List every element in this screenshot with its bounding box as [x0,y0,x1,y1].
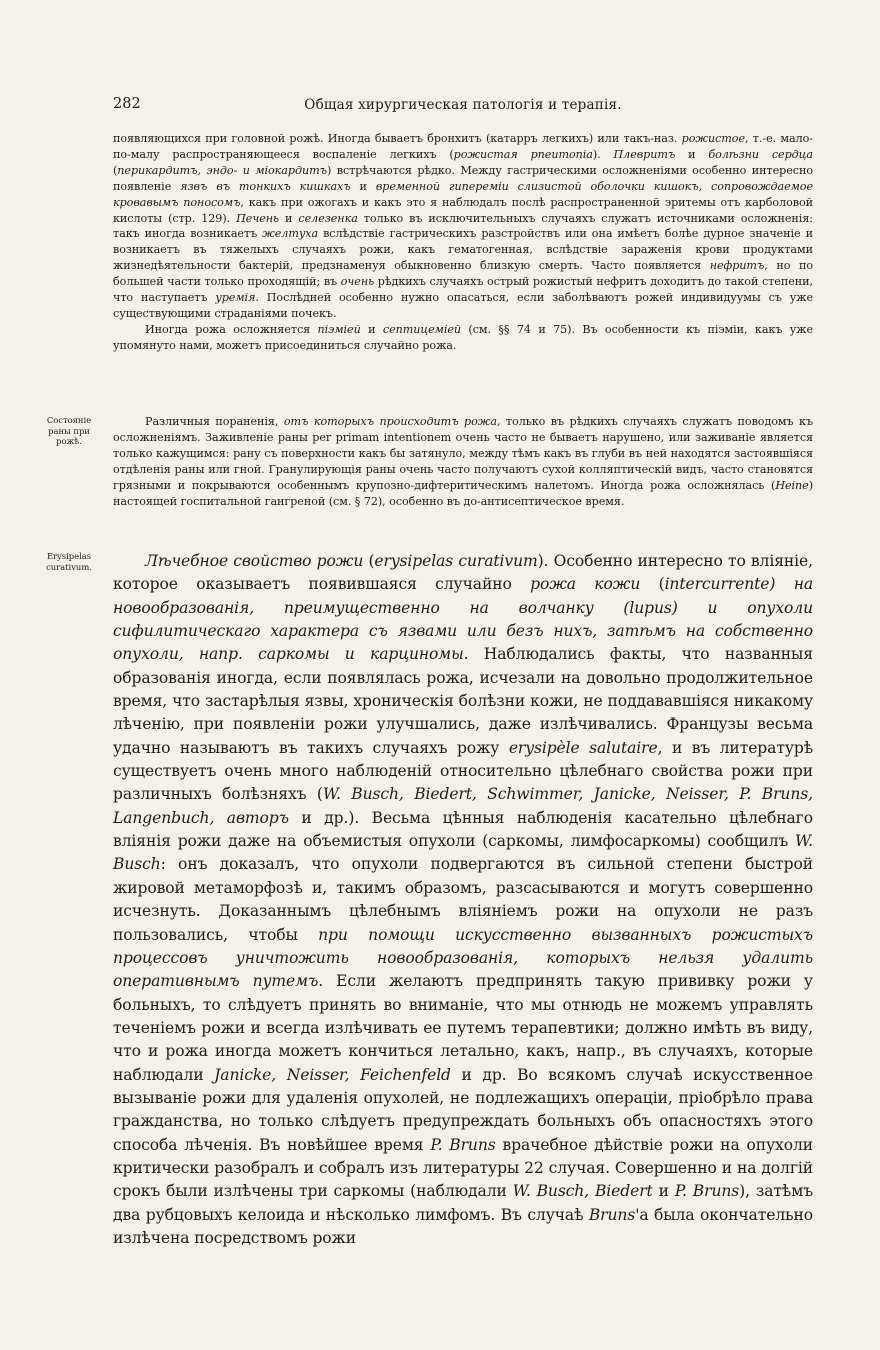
text-run: ) настоящей госпитальной гангреной (см. § 72), особенно въ до-антисептическое время. [113,478,813,508]
italic-run: перикардитъ, эндо- и міокардитъ [117,163,327,177]
main-text-block [113,550,813,1250]
text-run: (см. §§ 74 и 75). Въ особенности къ піэміи, какъ уже упомянуто нами, можетъ присоединиться случайно рожа. [113,322,814,352]
text-run: ) встрѣчаются рѣдко. Между гастрическими осложненіями особенно интересно появленіе [113,163,813,193]
text-run: . Если желаютъ предпринять такую прививку рожи у больныхъ, то слѣдуетъ принять во вниманіе, что мы отнюдь не можемъ управлять теченіемъ рожи и всегда излѣчивать ее путемъ терапевтики; должно имѣть въ виду, что и рожа иногда можетъ кончиться летально, какъ, напр., въ случаяхъ, которые наблюдали [113,972,813,1084]
text-run: только въ исключительныхъ случаяхъ служатъ источниками осложненія: такъ иногда возникаетъ [113,211,814,241]
italic-run: рожистая pneumonia [453,147,593,161]
italic-run: отъ которыхъ происходитъ рожа, [283,415,501,428]
italic-run: Janicke, Neisser, Feichenfeld [214,1065,451,1084]
text-run: и [279,211,299,225]
italic-run: болѣзни сердца [708,147,813,161]
italic-run: желтуха [262,227,319,241]
text-run: и [652,1182,675,1201]
italic-run: erysipèle salutaire [508,738,658,757]
italic-run: erysipelas curativum [374,552,538,570]
italic-run: P. Bruns [674,1182,740,1201]
text-run: . Наблюдались факты, что названныя образованія иногда, если появлялась рожа, исчезали на довольно продолжительное время, что застарѣлыя язвы, хроническія болѣзни кожи, не поддававшіяся никакому лѣченію, при появленіи рожи улучшались, даже излѣчивались. Французы весьма удачно называютъ въ такихъ случаяхъ рожу [113,645,813,757]
small-print-block-2 [113,414,813,509]
text-run: ( [363,552,375,570]
italic-run: піэміей [317,322,361,336]
text-run: вслѣдствіе гастрическихъ разстройствъ или она имѣетъ болѣе дурное значеніе и возникаетъ въ тяжелыхъ случаяхъ рожи, какъ гематогенная, вслѣдствіе зараженія крови продуктами жизнедѣятельности бактерій, предзнаменуя обыкновенно близкую смерть. Часто появляется [113,227,813,273]
text-run: только въ рѣдкихъ случаяхъ служатъ поводомъ къ осложненіямъ. Заживленіе раны per primam intentionem очень часто не бываетъ нарушено, или заживаніе является только кажущимся: рану съ поверхности какъ бы затянуло, между тѣмъ какъ въ глуби въ ней находятся застоявшіяся отдѣленія раны или гной. Гранулирующія раны очень часто получаютъ сухой колляптическій видъ, часто становятся грязными и покрываются особеннымъ крупозно-дифтеритическимъ налетомъ. Иногда рожа осложнялась ( [113,415,813,492]
italic-run: язвъ въ тонкихъ кишкахъ [180,179,351,193]
text-run: появляющихся при головной рожѣ. Иногда бываетъ бронхитъ (катарръ легкихъ) или такъ-наз. [113,132,682,145]
italic-run: Bruns [588,1205,636,1224]
italic-run: intercurrente) на новообразованія, преимущественно на волчанку (lupus) и опухоли сифилитическаго характера съ язвами или безъ нихъ, затѣмъ на собственно опухоли, напр. саркомы и карциномы [113,575,814,664]
text-run: Иногда рожа осложняется [145,322,318,336]
running-head: Общая хирургическая патологія и терапія. [304,97,622,113]
text-run: ( [113,163,118,177]
text-run: 'а была окончательно излѣчена посредствомъ рожи [113,1205,813,1247]
text-run: : онъ доказалъ, что опухоли подвергаются въ сильной степени быстрой жировой метаморфозѣ и, такимъ образомъ, разсасываются и могутъ совершенно исчезнуть. Доказаннымъ цѣлебнымъ вліяніемъ рожи на опухоли не разъ пользовались, чтобы [113,855,813,944]
margin-note-erysipelas-curativum: Erysipelas curativum. [46,551,92,572]
paragraph-complications [113,131,813,322]
text-run: врачебное дѣйствіе рожи на опухоли критически разобралъ и собралъ изъ литературы 22 случая. Совершенно и на долгій срокъ были излѣчены три саркомы (наблюдали [113,1135,813,1201]
text-run: и [675,147,709,161]
italic-run: Heine [775,478,809,492]
text-run: , и въ литературѣ существуетъ очень много наблюденій относительно цѣлебнаго свойства рожи при различныхъ болѣзняхъ ( [113,738,813,804]
text-run: ). Особенно интересно то вліяніе, которое оказываетъ появившаяся случайно [113,552,813,594]
text-run: и др.). Весьма цѣнныя наблюденія касательно цѣлебнаго вліянія рожи даже на объемистыя опухоли (саркомы, лимфосаркомы) сообщилъ [113,808,813,851]
text-run: и [360,322,383,336]
italic-run: рожа кожи [530,575,641,594]
italic-run: очень [340,275,375,289]
italic-run: P. Bruns [430,1135,496,1154]
italic-run: W. Busch, Biedert, Schwimmer, Janicke, Neisser, P. Bruns, Langenbuch, авторъ [113,785,813,827]
paragraph-erysipelas-curativum [113,550,813,1250]
text-run: рѣдкихъ случаяхъ острый рожистый нефритъ доходитъ до такой степени, что наступаетъ [113,275,813,305]
text-run: и др. Во всякомъ случаѣ искусственное вызываніе рожи для удаленія опухолей, не подлежащихъ операціи, пріобрѣло права гражданства, но только слѣдуетъ предупреждать больныхъ объ опасностяхъ этого способа лѣченія. Въ новѣйшее время [113,1065,813,1154]
page-header [113,96,813,116]
italic-run: рожистое [681,132,745,145]
italic-run: при помощи искусственно вызванныхъ рожистыхъ процессовъ уничтожить новообразованія, которыхъ нельзя удалить оперативнымъ путемъ [113,925,813,991]
paragraph-wound-state [113,414,813,509]
italic-run: Лѣчебное свойство рожи [145,552,364,570]
text-run: ( [640,575,665,594]
italic-run: селезенка [298,211,358,225]
italic-run: W. Busch, Biedert [512,1182,653,1201]
text-run: ). [592,147,614,161]
page-number: 282 [113,96,141,112]
italic-run: нефритъ [709,259,765,273]
text-run: , т.-е. мало-по-малу распространяющееся воспаленіе легкихъ ( [113,132,813,161]
paragraph-pyemia [113,322,813,354]
italic-run: Печень [236,211,280,225]
text-run: . Послѣдней особенно нужно опасаться, если заболѣваютъ рожей индивидуумы съ уже существующими страданіями почекъ. [113,291,813,320]
text-run: , какъ при ожогахъ и какъ это я наблюдалъ послѣ распространенной эритемы отъ карболовой кислоты (стр. 129). [113,195,813,225]
text-run: ), затѣмъ два рубцовыхъ келоида и нѣсколько лимфомъ. Въ случаѣ [113,1182,813,1224]
small-print-block-1 [113,131,813,354]
italic-run: септицеміей [382,322,462,336]
text-run: и [350,179,376,193]
text-run: Различныя пораненія, [145,415,284,428]
italic-run: временной гипереміи слизистой оболочки кишокъ, сопровождаемое кровавымъ поносомъ [113,179,813,209]
italic-run: уремія [215,291,256,305]
italic-run: W. Busch [113,832,813,874]
margin-note-wound-state: Состояніе раны при рожѣ. [46,415,92,446]
text-run: , но по большей части только проходящій; въ [113,259,813,289]
italic-run: Плевритъ [613,147,676,161]
